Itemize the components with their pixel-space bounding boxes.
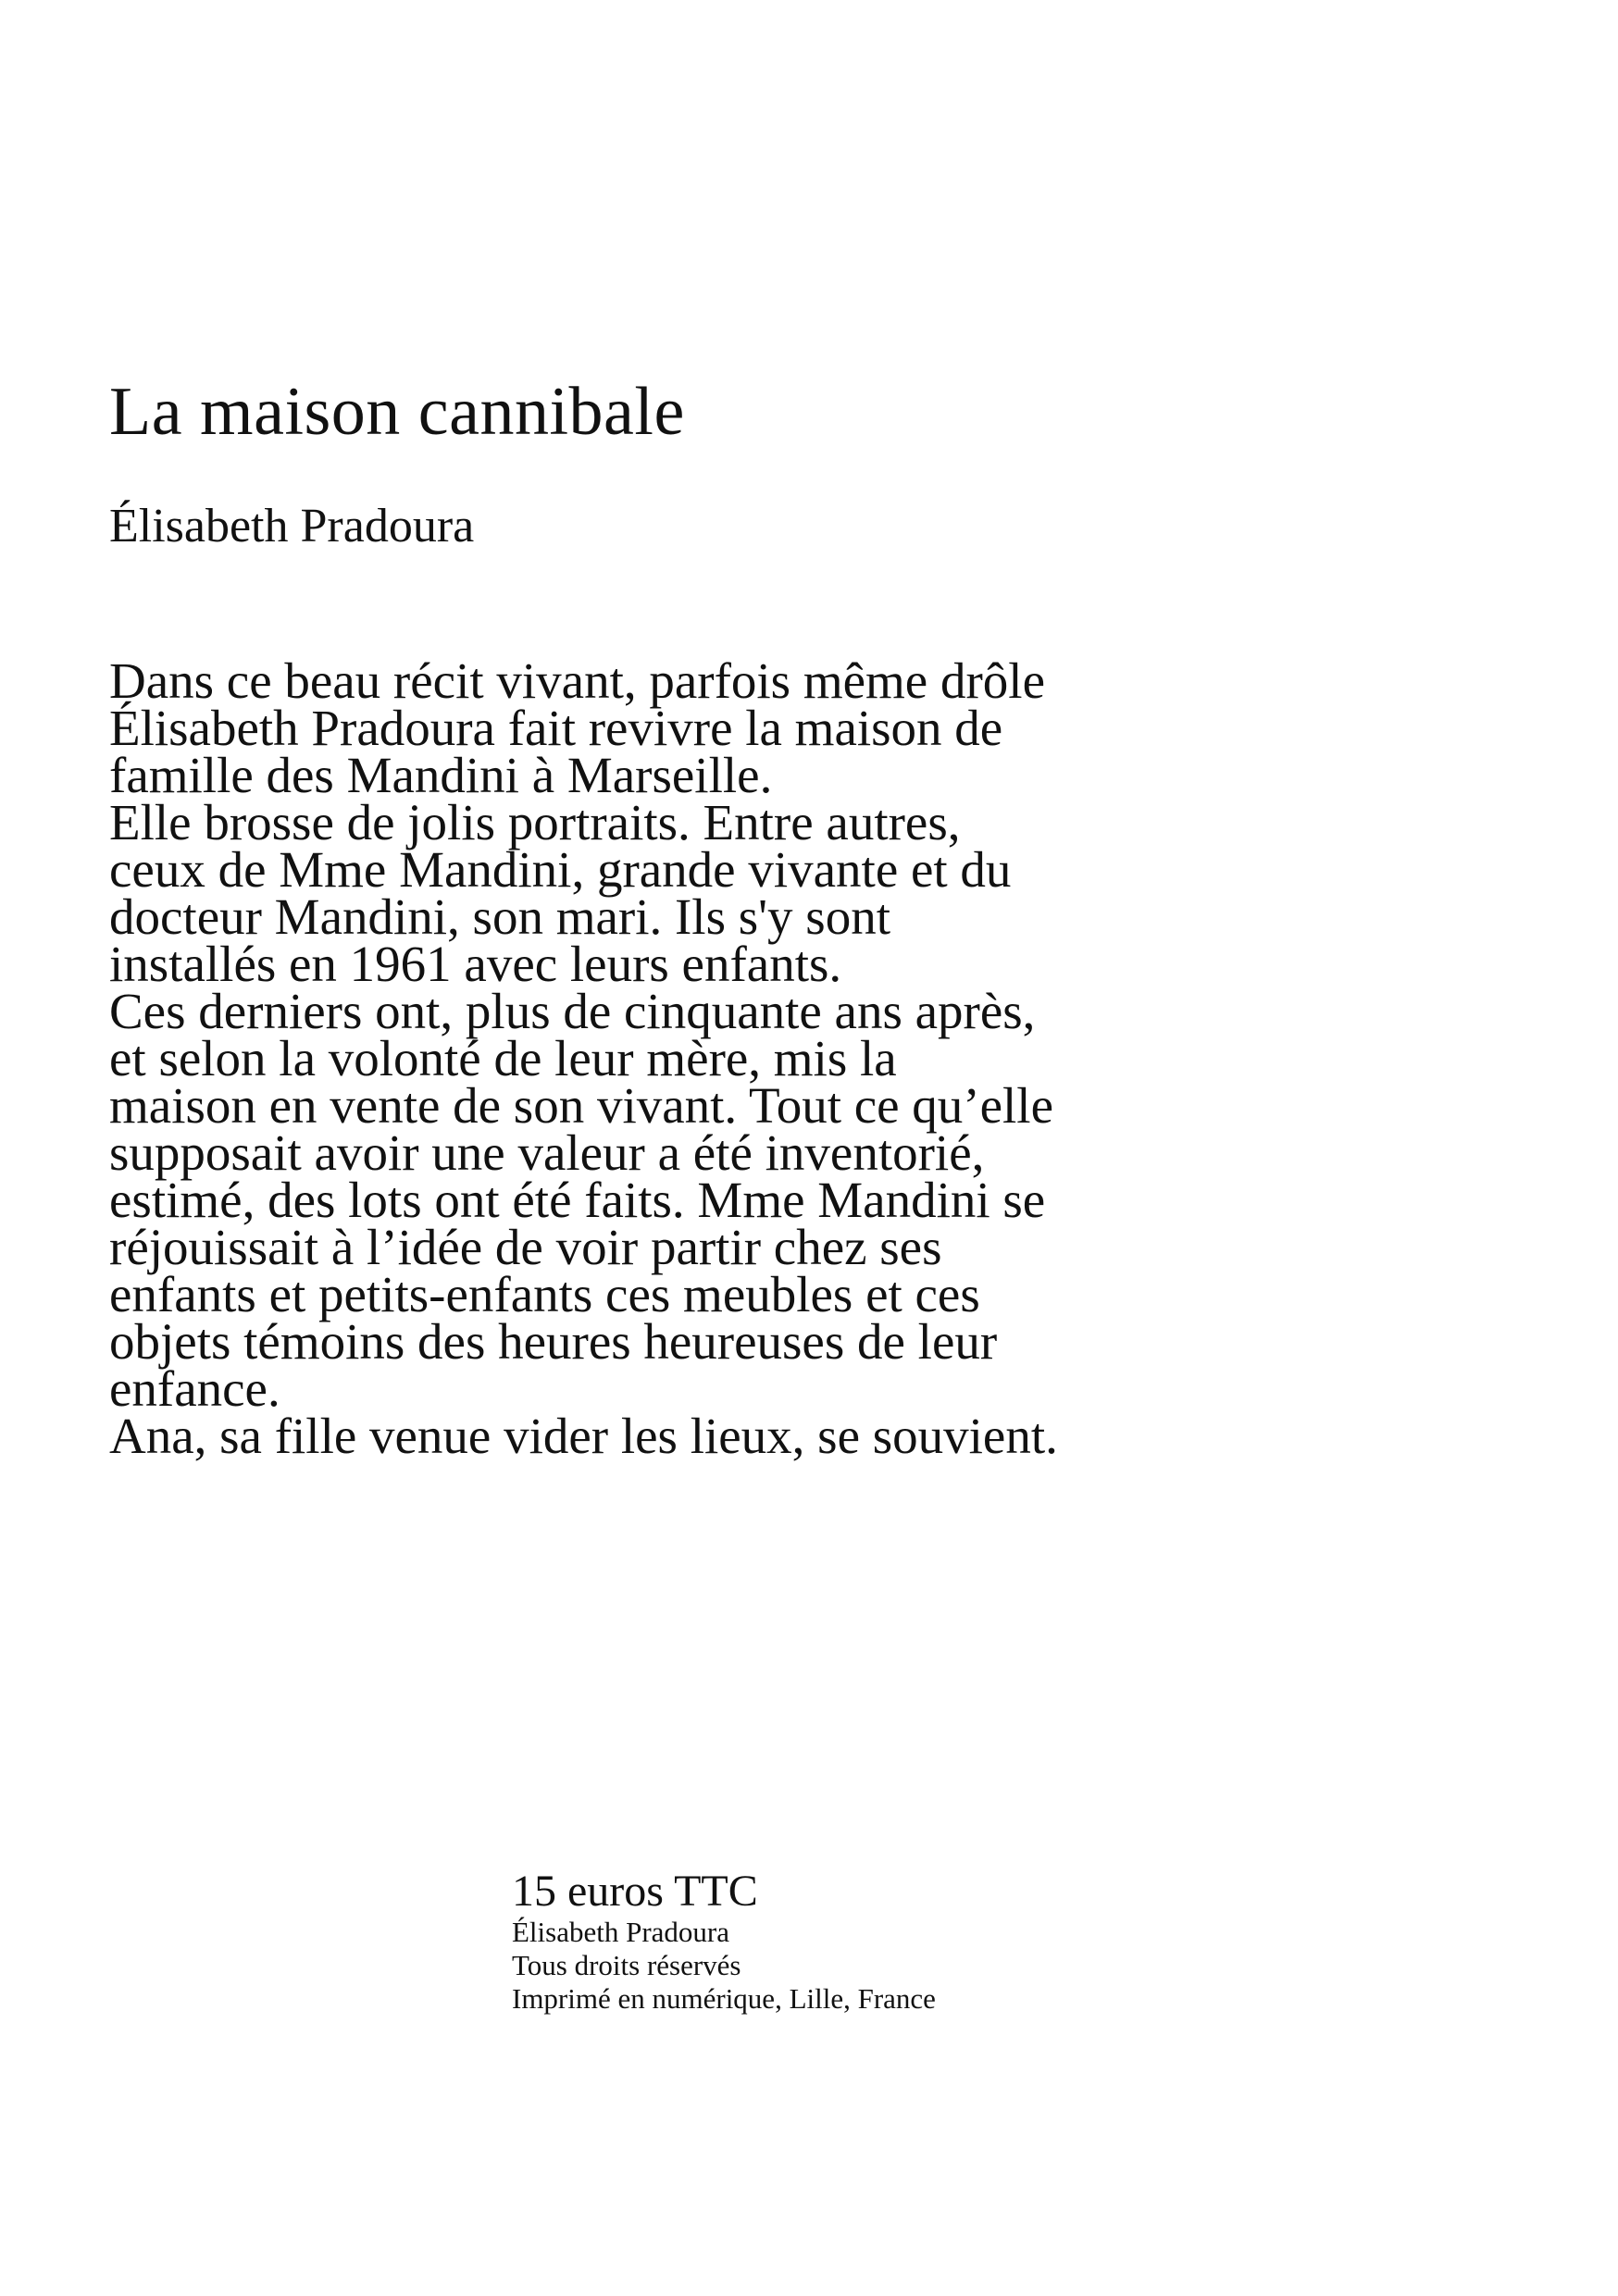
colophon	[512, 1868, 1345, 2016]
blurb-line: maison en vente de son vivant. Tout ce qu’elle	[109, 1077, 1053, 1134]
blurb-line: estimé, des lots ont été faits. Mme Mandini se	[109, 1172, 1046, 1228]
blurb-line: docteur Mandini, son mari. Ils s'y sont	[109, 888, 890, 945]
blurb-line: supposait avoir une valeur a été inventorié,	[109, 1124, 985, 1181]
book-title: La maison cannibale	[109, 374, 685, 450]
price-label: 15 euros TTC	[512, 1867, 758, 1916]
blurb-line: installés en 1961 avec leurs enfants.	[109, 936, 842, 992]
printing-info: Imprimé en numérique, Lille, France	[512, 1982, 936, 2015]
blurb-line: réjouissait à l’idée de voir partir chez ses	[109, 1219, 942, 1275]
blurb-line: Ana, sa fille venue vider les lieux, se souvient.	[109, 1408, 1058, 1464]
blurb-line: et selon la volonté de leur mère, mis la	[109, 1030, 897, 1086]
blurb-text	[109, 652, 1405, 1464]
blurb-line: enfants et petits-enfants ces meubles et ces	[109, 1266, 980, 1322]
blurb-line: Elle brosse de jolis portraits. Entre autres,	[109, 794, 961, 850]
colophon-author: Élisabeth Pradoura	[512, 1916, 730, 1948]
blurb-line: objets témoins des heures heureuses de leur	[109, 1313, 998, 1370]
blurb-line: famille des Mandini à Marseille.	[109, 747, 773, 803]
rights-notice: Tous droits réservés	[512, 1949, 741, 1981]
blurb-line: Élisabeth Pradoura fait revivre la maison de	[109, 700, 1003, 756]
blurb-line: enfance.	[109, 1360, 280, 1417]
blurb-line: ceux de Mme Mandini, grande vivante et du	[109, 841, 1012, 898]
blurb-line: Dans ce beau récit vivant, parfois même drôle	[109, 652, 1045, 709]
book-author: Élisabeth Pradoura	[109, 500, 475, 552]
blurb-line: Ces derniers ont, plus de cinquante ans après,	[109, 983, 1036, 1039]
